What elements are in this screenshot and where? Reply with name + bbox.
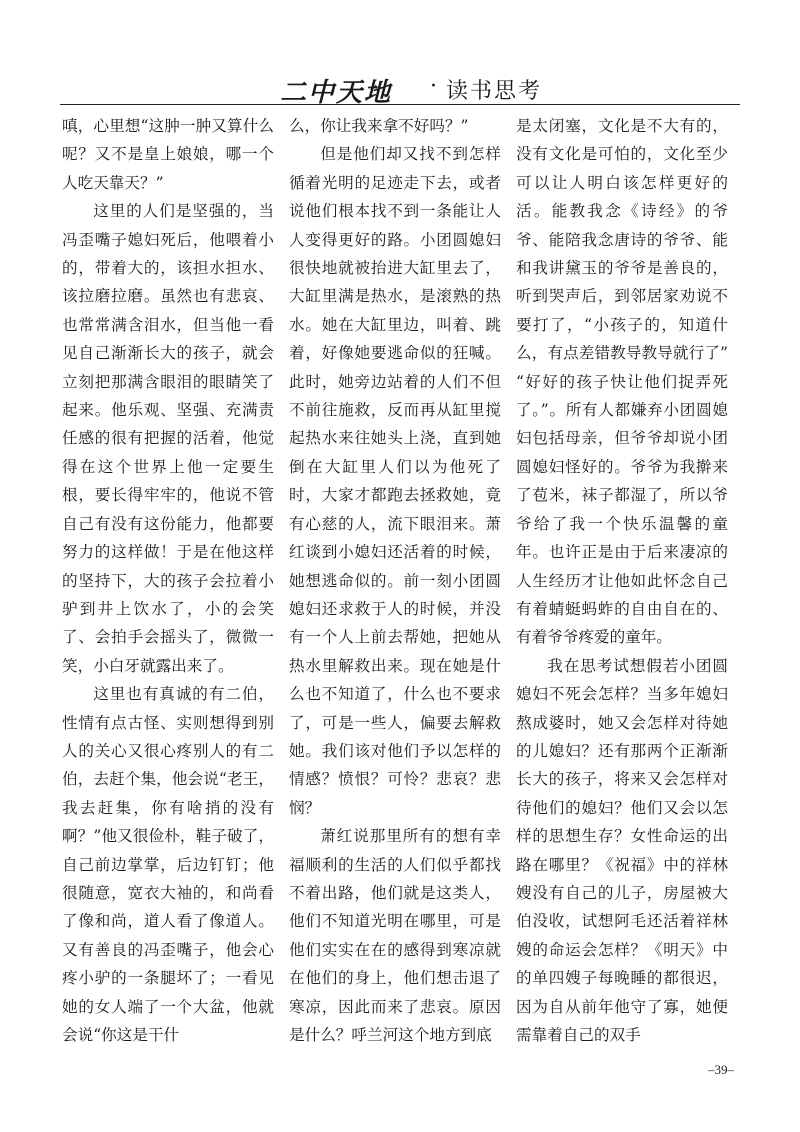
page-number: –39–	[708, 1062, 734, 1077]
text-column-1	[62, 112, 274, 1049]
header-brand: 二中天地	[280, 78, 393, 108]
running-header	[60, 70, 740, 108]
paragraph: 这里的人们是坚强的，当冯歪嘴子媳妇死后，他喂着小的，带着大的，该担水担水、该拉磨拉磨。虽然也有悲哀、也常常满含泪水，但当他一看见自己渐渐长大的孩子，就会立刻把那满含眼泪的眼睛笑了起来。他乐观、坚强、充满责任感的很有把握的活着，他觉得在这个世界上他一定要生根，要长得牢牢的，他说不管自己有没有这份能力，他都要努力的这样做！于是在他这样的坚持下，大的孩子会拉着小驴到井上饮水了，小的会笑了、会拍手会摇头了，微微一笑，小白牙就露出来了。	[62, 202, 274, 675]
header-rule	[60, 104, 740, 105]
header-separator: ·	[430, 74, 437, 99]
paragraph: 这里也有真诚的有二伯，性情有点古怪、实则想得到别人的关心又很心疼别人的有二伯，去赶个集，他会说“老王，我去赶集，你有啥捎的没有啊？”他又很俭朴，鞋子破了，自己前边掌掌，后边钉钉；他很随意，宽衣大袖的，和尚看了像和尚，道人看了像道人。又有善良的冯歪嘴子，他会心疼小驴的一条腿坏了；一看见她的女人端了一个大盆，他就会说“你这是干什	[62, 685, 274, 1044]
paragraph: 萧红说那里所有的想有幸福顺利的生活的人们似乎都找不着出路，他们就是这类人，他们不知道光明在哪里，可是他们实实在在的感得到寒凉就在他们的身上，他们想击退了寒凉，因此而来了悲哀。原因是什么？呼兰河这个地方到底	[289, 827, 501, 1044]
header-section-title: 读书思考	[446, 79, 543, 104]
text-column-3	[516, 112, 728, 1049]
paragraph: 么，你让我来拿不好吗？”	[289, 117, 469, 135]
paragraph: 但是他们却又找不到怎样循着光明的足迹走下去，或者说他们根本找不到一条能让人人变得更好的路。小团圆媳妇很快地就被抬进大缸里去了，大缸里满是热水，是滚熟的热水。她在大缸里边，叫着、跳着，好像她要逃命似的狂喊。此时，她旁边站着的人们不但不前往施救，反而再从缸里搅起热水来往她头上浇，直到她倒在大缸里人们以为他死了时，大家才都跑去拯救她，竟有心慈的人，流下眼泪来。萧红谈到小媳妇还活着的时候，她想逃命似的。前一刻小团圆媳妇还求救于人的时候，并没有一个人上前去帮她，把她从热水里解救出来。现在她是什么也不知道了，什么也不要求了，可是一些人，偏要去解救她。我们该对他们予以怎样的情感？愤恨？可怜？悲哀？悲悯？	[289, 145, 501, 817]
paragraph: 我在思考试想假若小团圆媳妇不死会怎样？当多年媳妇熬成婆时，她又会怎样对待她的儿媳妇？还有那两个正渐渐长大的孩子，将来又会怎样对待他们的媳妇？他们又会以怎样的思想生存？女性命运的出路在哪里？《祝福》中的祥林嫂没有自己的儿子，房屋被大伯没收，试想阿毛还活着祥林嫂的命运会怎样？《明天》中的单四嫂子每晚睡的都很迟，因为自从前年他守了寡，她便需靠着自己的双手	[516, 656, 728, 1044]
paragraph: 是太闭塞，文化是不大有的，没有文化是可怕的，文化至少可以让人明白该怎样更好的活。能教我念《诗经》的爷爷、能陪我念唐诗的爷爷、能和我讲黛玉的爷爷是善良的，听到哭声后，到邻居家劝说不要打了，“小孩子的，知道什么，有点差错教导教导就行了” “好好的孩子快让他们捉弄死了。”。所有人都嫌弃小团圆媳妇包括母亲，但爷爷却说小团圆媳妇怪好的。爷爷为我擀来了苞米，袜子都湿了，所以爷爷给了我一个快乐温馨的童年。也许正是由于后来凄凉的人生经历才让他如此怀念自己有着蜻蜓蚂蚱的自由自在的、有着爷爷疼爱的童年。	[516, 117, 728, 647]
text-column-2	[289, 112, 501, 1049]
paragraph: 嗔，心里想“这肿一肿又算什么呢？又不是皇上娘娘，哪一个人吃天靠天？”	[62, 117, 274, 192]
